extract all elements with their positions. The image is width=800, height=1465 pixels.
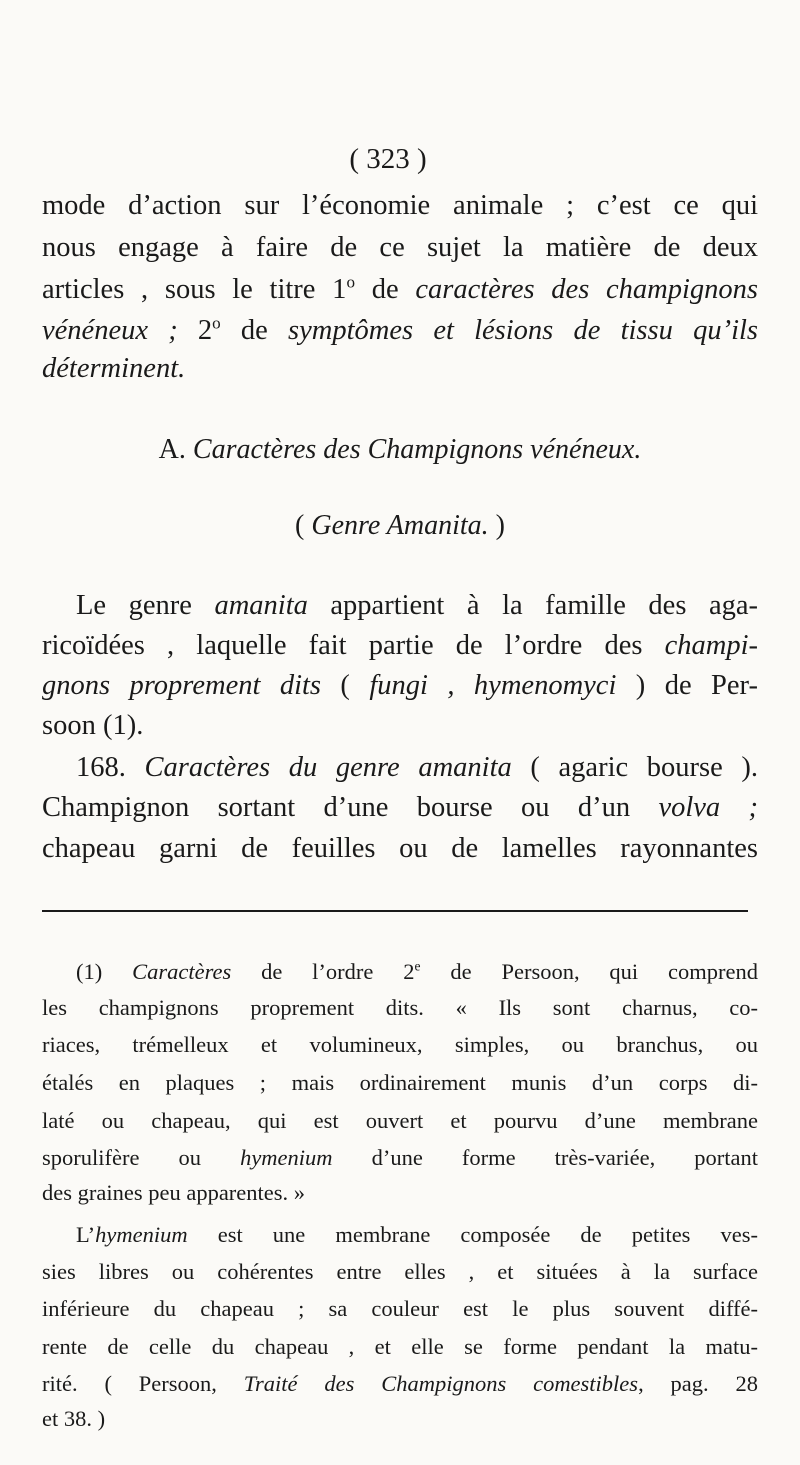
para1-line-2: ricoïdées , laquelle fait partie de l’ordre des champi-	[42, 630, 758, 661]
footnote2-line-2: sies libres ou cohérentes entre elles , et situées à la surface	[42, 1259, 758, 1284]
section-heading: A. Caractères des Champignons vénéneux.	[158, 434, 642, 465]
para1-line-4: soon (1).	[42, 710, 144, 741]
para2-line-3: chapeau garni de feuilles ou de lamelles rayonnantes	[42, 833, 758, 864]
para1-line-3: gnons proprement dits ( fungi , hymenomyci ) de Per-	[42, 670, 758, 701]
footnote1-line-5: laté ou chapeau, qui est ouvert et pourvu d’une membrane	[42, 1108, 758, 1133]
para2-line-1: 168. Caractères du genre amanita ( agaric bourse ).	[76, 752, 758, 783]
intro-line-4: vénéneux ; 2$^o$ de symptômes et lésions de tissu qu’ils	[42, 313, 758, 346]
footnote1-line-6: sporulifère ou hymenium d’une forme très-variée, portant	[42, 1145, 758, 1170]
footnote-separator-rule	[42, 910, 748, 912]
page-number: ( 323 )	[349, 143, 427, 175]
footnote1-line-1: (1) Caractères de l’ordre 2e de Persoon, qui comprend	[76, 958, 758, 984]
footnote2-line-3: inférieure du chapeau ; sa couleur est le plus souvent diffé-	[42, 1296, 758, 1321]
intro-line-2: nous engage à faire de ce sujet la matière de deux	[42, 232, 758, 263]
intro-line-1: mode d’action sur l’économie animale ; c’est ce qui	[42, 190, 758, 221]
para2-line-2: Champignon sortant d’une bourse ou d’un volva ;	[42, 792, 758, 823]
footnote2-line-6: et 38. )	[42, 1406, 106, 1431]
footnote2-line-4: rente de celle du chapeau , et elle se forme pendant la matu-	[42, 1334, 758, 1359]
intro-line-5: déterminent.	[42, 353, 186, 384]
footnote2-line-1: L’hymenium est une membrane composée de petites ves-	[76, 1222, 758, 1247]
intro-line-3: articles , sous le titre 1$^o$ de caractères des champignons	[42, 272, 758, 305]
footnote1-line-3: riaces, trémelleux et volumineux, simples, ou branchus, ou	[42, 1032, 758, 1057]
footnote1-line-2: les champignons proprement dits. « Ils sont charnus, co-	[42, 995, 758, 1020]
genus-heading: ( Genre Amanita. )	[295, 510, 505, 541]
para1-line-1: Le genre amanita appartient à la famille des aga-	[76, 590, 758, 621]
footnote2-line-5: rité. ( Persoon, Traité des Champignons comestibles, pag. 28	[42, 1371, 758, 1396]
footnote1-line-7: des graines peu apparentes. »	[42, 1180, 306, 1205]
footnote1-line-4: étalés en plaques ; mais ordinairement munis d’un corps di-	[42, 1070, 758, 1095]
